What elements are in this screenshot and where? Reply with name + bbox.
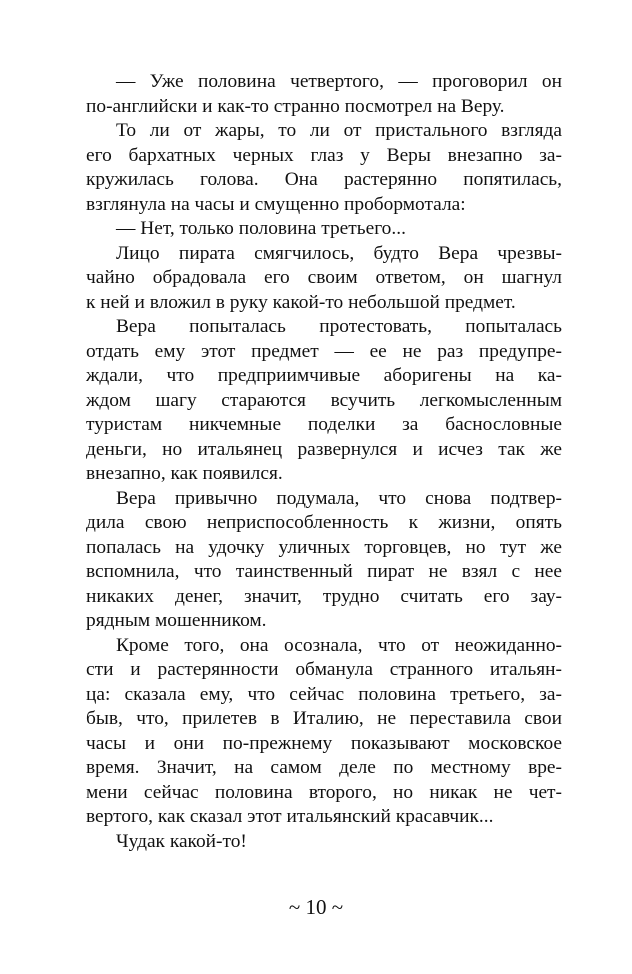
text-line: туристам никчемные поделки за баснословные xyxy=(86,414,562,435)
text-line: часы и они по-прежнему показывают московское xyxy=(86,732,562,754)
paragraph-4 xyxy=(86,242,562,316)
text-line: рядным мошенником. xyxy=(86,610,267,631)
text-line: его бархатных черных глаз у Веры внезапно за- xyxy=(86,144,562,166)
text-line: чайно обрадовала его своим ответом, он шагнул xyxy=(86,267,562,288)
text-line: дила свою неприспособленность к жизни, опять xyxy=(86,512,562,533)
text-line: Лицо пирата смягчилось, будто Вера чрезвы- xyxy=(116,242,562,264)
text-line: сти и растерянности обманула странного итальян- xyxy=(86,659,562,680)
text-line: ждали, что предприимчивые аборигены на ка- xyxy=(86,365,562,386)
paragraph-7 xyxy=(86,634,562,830)
text-line: — Уже половина четвертого, — проговорил он xyxy=(116,71,562,92)
text-line: деньги, но итальянец развернулся и исчез так же xyxy=(86,438,562,460)
text-line: никаких денег, значит, трудно считать его зау- xyxy=(86,585,562,607)
text-line: отдать ему этот предмет — ее не раз предупре- xyxy=(86,340,562,362)
paragraph-8 xyxy=(86,830,562,855)
text-line: быв, что, прилетев в Италию, не переставила свои xyxy=(86,708,562,729)
paragraph-6 xyxy=(86,487,562,634)
text-line: к ней и вложил в руку какой-то небольшой предмет. xyxy=(86,291,516,313)
text-line: попалась на удочку уличных торговцев, но тут же xyxy=(86,536,562,558)
text-line: по-английски и как-то странно посмотрел на Веру. xyxy=(86,95,505,117)
page-number: ~ 10 ~ xyxy=(288,895,344,919)
text-line: То ли от жары, то ли от пристального взгляда xyxy=(116,120,562,141)
page-body xyxy=(86,70,562,854)
text-line: ждом шагу стараются всучить легкомысленным xyxy=(86,389,562,411)
paragraph-5 xyxy=(86,315,562,487)
text-line: вспомнила, что таинственный пират не взял с нее xyxy=(86,561,562,582)
text-line: взглянула на часы и смущенно пробормотала: xyxy=(86,193,466,215)
text-line: кружилась голова. Она растерянно попятилась, xyxy=(86,169,562,190)
paragraph-3 xyxy=(86,217,562,242)
paragraph-1 xyxy=(86,70,562,119)
text-line: ца: сказала ему, что сейчас половина третьего, за- xyxy=(86,683,562,705)
text-line: внезапно, как появился. xyxy=(86,463,283,484)
text-line: мени сейчас половина второго, но никак не чет- xyxy=(86,781,562,803)
text-line: Вера попыталась протестовать, попыталась xyxy=(116,316,562,337)
paragraph-2 xyxy=(86,119,562,217)
text-line: Чудак какой-то! xyxy=(116,830,247,852)
text-line: — Нет, только половина третьего... xyxy=(116,218,406,239)
text-line: Вера привычно подумала, что снова подтвер- xyxy=(116,487,562,509)
text-line: вертого, как сказал этот итальянский красавчик... xyxy=(86,806,494,827)
text-line: время. Значит, на самом деле по местному вре- xyxy=(86,757,562,778)
text-line: Кроме того, она осознала, что от неожиданно- xyxy=(116,634,562,656)
